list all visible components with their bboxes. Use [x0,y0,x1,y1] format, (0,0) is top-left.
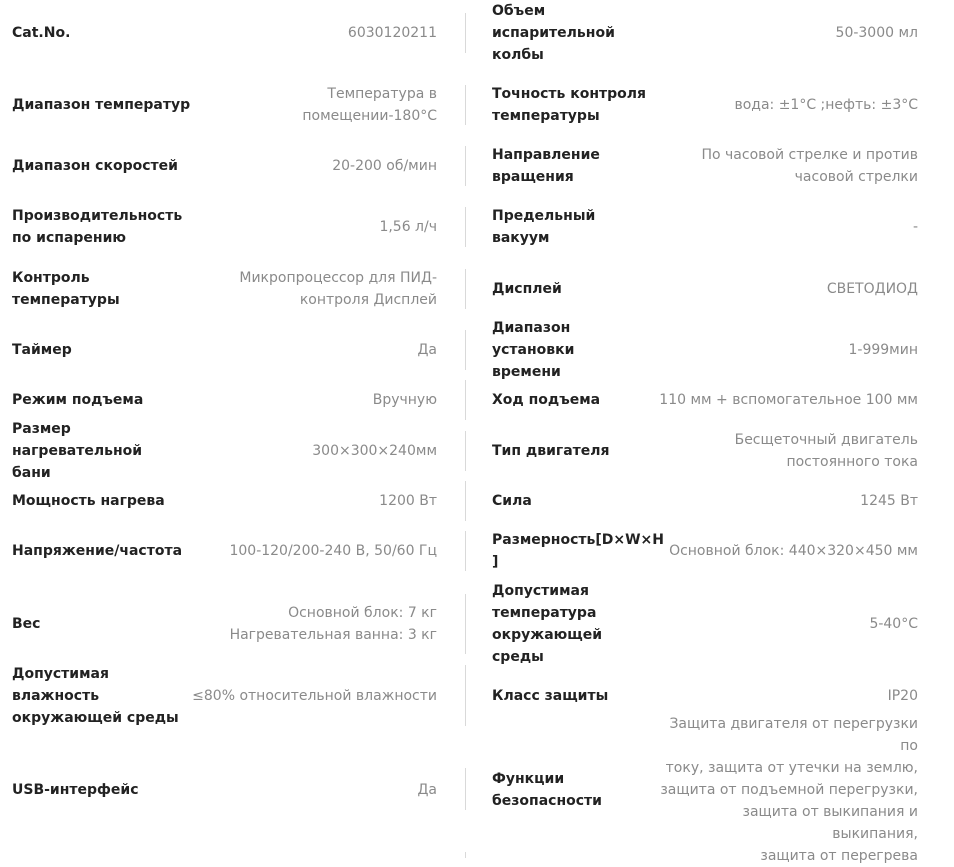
spec-value: Защита двигателя от перегрузки по току, защита от утечки на землю, защита от подъемной перегрузки, защита от выкипания и выкипания, защита от перегрева [660,716,918,864]
spec-value: 20-200 об/мин [332,158,437,174]
spec-label: Напряжение/частота [12,543,183,559]
spec-value: Основной блок: 440×320×450 мм [669,543,918,559]
spec-value: Да [417,782,437,798]
spec-value: Да [417,342,437,358]
spec-value: 1,56 л/ч [379,219,437,235]
spec-label: Мощность нагрева [12,493,165,509]
spec-label: Класс защиты [492,688,609,704]
spec-label: Cat.No. [12,25,71,41]
spec-value: 1200 Вт [379,493,437,509]
column-divider [465,768,466,810]
spec-value: 100-120/200-240 В, 50/60 Гц [229,543,437,559]
spec-value: 50-3000 мл [835,25,918,41]
spec-label: Ход подъема [492,392,601,408]
spec-label: Диапазон скоростей [12,158,178,174]
column-divider [465,665,466,726]
spec-label: Дисплей [492,281,562,297]
spec-value: 1245 Вт [860,493,918,509]
spec-value: 5-40°C [869,616,918,632]
spec-value: 300×300×240мм [312,443,437,459]
column-divider [465,852,466,858]
spec-label: Сила [492,493,532,509]
spec-label: Вес [12,616,41,632]
spec-value: 6030120211 [347,25,437,41]
spec-value: ≤80% относительной влажности [192,688,437,704]
spec-label: Режим подъема [12,392,144,408]
spec-label: Функции безопасности [492,771,602,809]
spec-value: Вручную [372,392,437,408]
spec-value: СВЕТОДИОД [826,281,918,297]
spec-label: Производительность по испарению [12,208,183,246]
spec-label: Допустимая влажность окружающей среды [12,666,179,726]
spec-row [0,716,954,864]
spec-value: вода: ±1°C ;нефть: ±3°C [734,97,918,113]
spec-value: Основной блок: 7 кг Нагревательная ванна: 3 кг [229,605,437,643]
spec-label: Объем испарительной колбы [492,3,615,63]
spec-value: 110 мм + вспомогательное 100 мм [659,392,918,408]
spec-value: - [912,219,918,235]
spec-value: 1-999мин [848,342,918,358]
spec-label: Направление вращения [492,147,600,185]
spec-label: Тип двигателя [492,443,610,459]
spec-label: Точность контроля температуры [492,86,646,124]
spec-label: Размерность[D×W×H ] [492,532,664,570]
spec-value: IP20 [887,688,918,704]
spec-label: USB-интерфейс [12,782,139,798]
spec-label: Таймер [12,342,72,358]
spec-label: Предельный вакуум [492,208,596,246]
spec-label: Диапазон установки времени [492,320,575,380]
spec-value: Бесщеточный двигатель постоянного тока [734,432,918,470]
spec-label: Размер нагревательной бани [12,421,143,481]
spec-label: Допустимая температура окружающей среды [492,583,603,665]
spec-value: Температура в помещении-180°C [302,86,437,124]
spec-value: Микропроцессор для ПИД- контроля Дисплей [239,270,437,308]
spec-label: Диапазон температур [12,97,191,113]
spec-label: Контроль температуры [12,270,120,308]
spec-value: По часовой стрелке и против часовой стрелки [701,147,918,185]
